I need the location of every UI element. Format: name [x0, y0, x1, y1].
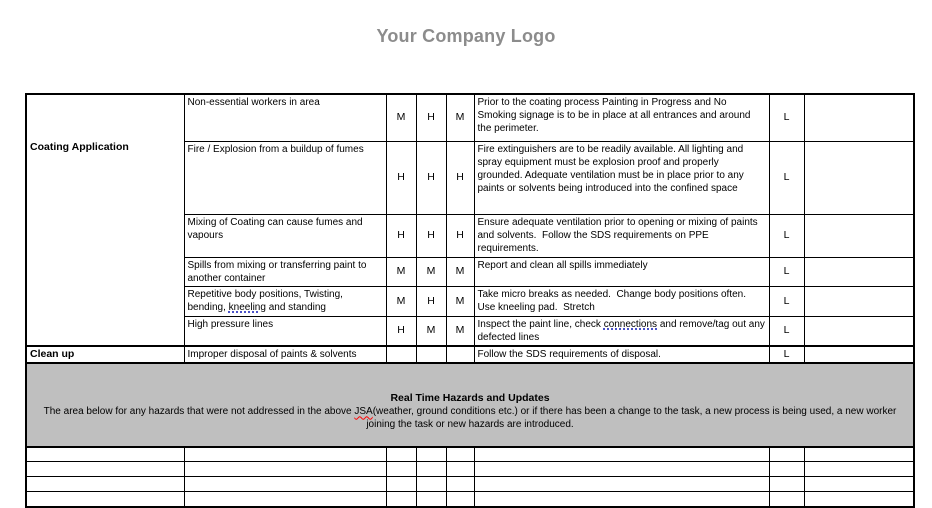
jsa-table	[25, 93, 915, 508]
severity-cell: H	[416, 94, 446, 141]
hazard-cell: Mixing of Coating can cause fumes and vapours	[184, 214, 386, 257]
severity-cell: H	[386, 214, 416, 257]
notes-cell	[804, 286, 914, 316]
empty-cell	[804, 492, 914, 507]
notes-cell	[804, 346, 914, 363]
empty-cell	[26, 492, 184, 507]
table-row	[26, 346, 914, 363]
rating-cell: L	[769, 141, 804, 214]
empty-cell	[769, 462, 804, 477]
empty-cell	[804, 462, 914, 477]
empty-cell	[184, 447, 386, 462]
empty-cell	[804, 477, 914, 492]
task-cell-coating-application: Coating Application	[26, 94, 184, 346]
banner-text: The area below for any hazards that were not addressed in the above	[43, 405, 355, 417]
severity-cell: H	[416, 214, 446, 257]
empty-cell	[769, 447, 804, 462]
empty-cell	[26, 447, 184, 462]
severity-cell: M	[386, 286, 416, 316]
control-text: Inspect the paint line, check	[477, 318, 604, 330]
rating-cell: L	[769, 94, 804, 141]
hazard-cell: Spills from mixing or transferring paint to another container	[184, 257, 386, 286]
severity-cell: H	[386, 141, 416, 214]
rating-cell: L	[769, 316, 804, 346]
empty-cell	[416, 462, 446, 477]
banner-text: (weather, ground conditions etc.) or if there has been a change to the task, a new process is being used, a new worker joining the task or new hazards are introduced.	[366, 405, 900, 430]
task-cell-clean-up: Clean up	[26, 346, 184, 363]
hazard-cell: Non-essential workers in area	[184, 94, 386, 141]
severity-cell: M	[416, 257, 446, 286]
notes-cell	[804, 257, 914, 286]
control-text: and remove/tag out any defected lines	[477, 318, 768, 343]
notes-cell	[804, 214, 914, 257]
severity-cell: M	[416, 316, 446, 346]
severity-cell: H	[386, 316, 416, 346]
hazard-text: Repetitive body positions, Twisting, bending,	[187, 288, 346, 313]
hazard-cell: Improper disposal of paints & solvents	[184, 346, 386, 363]
page-title: Your Company Logo	[376, 26, 556, 46]
empty-cell	[184, 477, 386, 492]
severity-cell: H	[416, 141, 446, 214]
severity-cell: M	[446, 286, 474, 316]
grammar-underline-word: kneeling	[228, 301, 266, 313]
notes-cell	[804, 94, 914, 141]
control-cell: Take micro breaks as needed. Change body positions often. Use kneeling pad. Stretch	[474, 286, 769, 316]
severity-cell	[386, 346, 416, 363]
empty-cell	[416, 492, 446, 507]
control-cell: Report and clean all spills immediately	[474, 257, 769, 286]
empty-row	[26, 462, 914, 477]
empty-cell	[446, 462, 474, 477]
notes-cell	[804, 316, 914, 346]
empty-cell	[184, 462, 386, 477]
severity-cell: M	[446, 316, 474, 346]
notes-cell	[804, 141, 914, 214]
hazard-cell: Fire / Explosion from a buildup of fumes	[184, 141, 386, 214]
control-cell: Prior to the coating process Painting in Progress and No Smoking signage is to be in place at all entrances and around the perimeter.	[474, 94, 769, 141]
rating-cell: L	[769, 214, 804, 257]
banner-title: Real Time Hazards and Updates	[390, 391, 550, 404]
empty-cell	[386, 477, 416, 492]
severity-cell: M	[386, 94, 416, 141]
empty-cell	[184, 492, 386, 507]
empty-row	[26, 447, 914, 462]
severity-cell: H	[446, 214, 474, 257]
rating-cell: L	[769, 286, 804, 316]
empty-cell	[26, 477, 184, 492]
spellcheck-underline-word: JSA	[354, 405, 373, 417]
banner-row	[26, 363, 914, 447]
empty-row	[26, 492, 914, 507]
empty-cell	[474, 492, 769, 507]
severity-cell: M	[446, 257, 474, 286]
grammar-underline-word: connections	[603, 318, 658, 330]
empty-cell	[474, 462, 769, 477]
banner-cell	[26, 363, 914, 447]
severity-cell: M	[446, 94, 474, 141]
control-cell: Follow the SDS requirements of disposal.	[474, 346, 769, 363]
severity-cell: H	[446, 141, 474, 214]
empty-cell	[446, 492, 474, 507]
empty-cell	[474, 447, 769, 462]
control-cell: Ensure adequate ventilation prior to opening or mixing of paints and solvents. Follow the SDS requirements on PPE requirements.	[474, 214, 769, 257]
empty-cell	[474, 477, 769, 492]
empty-cell	[446, 477, 474, 492]
empty-cell	[769, 477, 804, 492]
empty-cell	[804, 447, 914, 462]
severity-cell	[416, 346, 446, 363]
empty-cell	[386, 447, 416, 462]
empty-cell	[769, 492, 804, 507]
empty-cell	[416, 477, 446, 492]
empty-cell	[26, 462, 184, 477]
empty-cell	[386, 462, 416, 477]
severity-cell: H	[416, 286, 446, 316]
control-cell	[474, 316, 769, 346]
hazard-cell	[184, 286, 386, 316]
table-row	[26, 94, 914, 141]
empty-cell	[416, 447, 446, 462]
empty-row	[26, 477, 914, 492]
rating-cell: L	[769, 257, 804, 286]
severity-cell	[446, 346, 474, 363]
severity-cell: M	[386, 257, 416, 286]
rating-cell: L	[769, 346, 804, 363]
control-cell: Fire extinguishers are to be readily available. All lighting and spray equipment must be explosion proof and properly grounded. Adequate ventilation must be in place prior to any paints or solvents being introduced into the confined space	[474, 141, 769, 214]
empty-cell	[386, 492, 416, 507]
hazard-text: and standing	[265, 301, 326, 313]
hazard-cell: High pressure lines	[184, 316, 386, 346]
empty-cell	[446, 447, 474, 462]
